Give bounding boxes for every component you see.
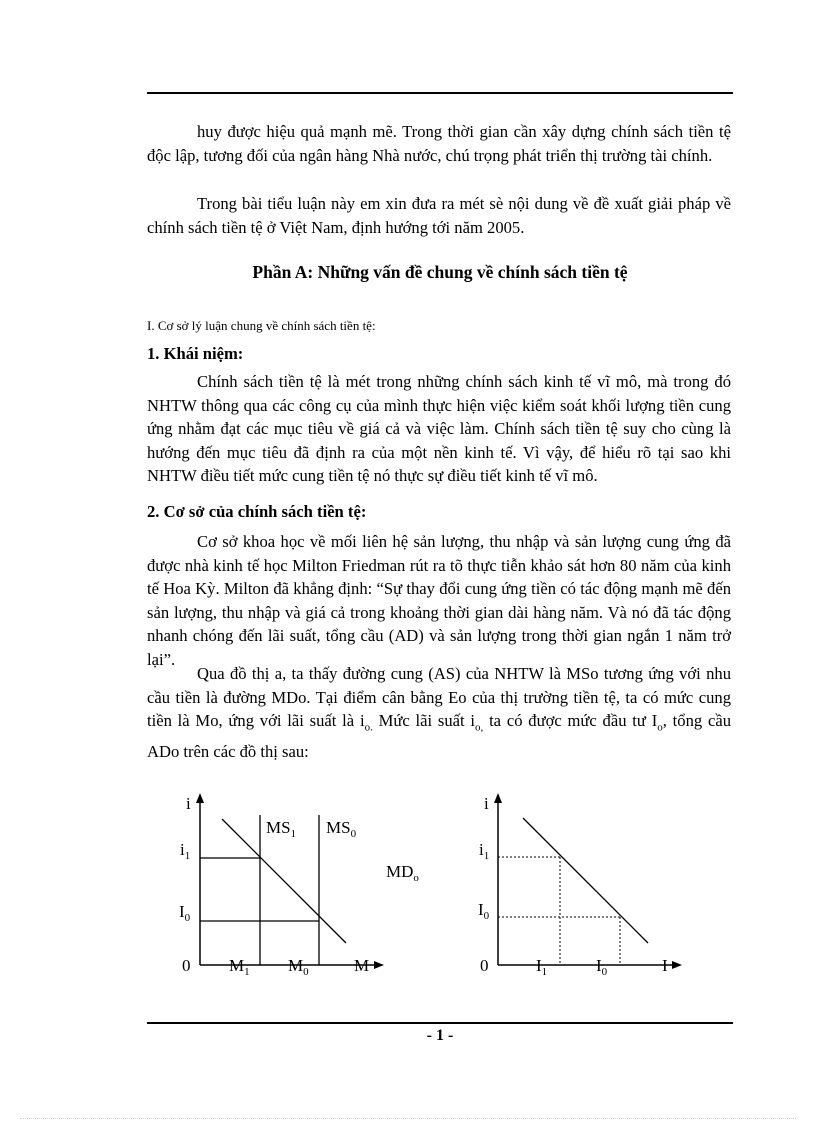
graph-intro-text-b: Mức lãi suất bbox=[372, 711, 471, 731]
I0-text: I bbox=[478, 900, 484, 919]
graph-intro-I: I bbox=[651, 711, 658, 731]
page-edge-dots bbox=[20, 1118, 796, 1119]
m0-text: M bbox=[288, 956, 304, 975]
x-I0-text: I bbox=[596, 956, 602, 975]
i1-label bbox=[180, 840, 190, 862]
m1-sub: 1 bbox=[244, 966, 250, 978]
md-label bbox=[386, 862, 419, 884]
m1-text: M bbox=[229, 956, 245, 975]
md-sub: o bbox=[413, 872, 419, 884]
graph-intro-i: i bbox=[359, 711, 365, 731]
origin-label: 0 bbox=[182, 956, 191, 975]
I0-text: I bbox=[179, 902, 185, 921]
x-I1-sub: 1 bbox=[541, 966, 548, 978]
footer-rule bbox=[147, 1022, 733, 1024]
ms0-sub: 0 bbox=[350, 828, 357, 840]
demand-line bbox=[523, 818, 648, 943]
paragraph-concept: Chính sách tiền tệ là mét trong những chính sách kinh tế vĩ mô, mà trong đó NHTW thông qua các công cụ của mình thực hiện việc kiểm soát khối lượng tiền cung ứng nhằm đạt các mục tiêu về giá cả và việc làm. Chính sách tiền tệ suy cho cùng là hướng đến mục tiêu đã định ra của một nền kinh tế. Vì vậy, để hiểu rõ tại sao khi NHTW điều tiết mức cung tiền tệ nó thực sự điều tiết kinh tế vĩ mô. bbox=[147, 372, 731, 486]
m0-sub: 0 bbox=[303, 966, 309, 978]
section-1-heading: I. Cơ sở lý luận chung về chính sách tiền tệ: bbox=[147, 318, 376, 333]
I0-label bbox=[179, 902, 191, 924]
ms0-text: MS bbox=[326, 818, 351, 837]
ms1-sub: 1 bbox=[290, 828, 297, 840]
x-axis-arrow bbox=[672, 961, 682, 969]
x-I0-sub: 0 bbox=[601, 966, 608, 978]
graph-intro-i-2: i bbox=[470, 711, 476, 731]
i1-text: i bbox=[479, 840, 484, 859]
paragraph-intro-continuation: huy được hiệu quả mạnh mẽ. Trong thời gian cần xây dựng chính sách tiền tệ độc lập, tương đối của ngân hàng Nhà nước, chú trọng phát triển thị trường tài chính. bbox=[147, 122, 731, 165]
graph-intro-text-c: ta có được mức đầu tư bbox=[483, 711, 652, 731]
x-axis-arrow bbox=[374, 961, 384, 969]
I0-sub: 0 bbox=[184, 912, 191, 924]
x-axis-label: M bbox=[354, 956, 370, 975]
y-axis-arrow bbox=[494, 793, 502, 803]
paragraph-graph-intro bbox=[147, 662, 731, 764]
graph-intro-text-d: , tổng cầu ADo trên các đồ thị sau: bbox=[147, 711, 731, 762]
graph-intro-sub-1: o. bbox=[364, 721, 373, 734]
x-axis-label: I bbox=[662, 956, 668, 975]
m1-label bbox=[229, 956, 250, 978]
origin-label: 0 bbox=[480, 956, 489, 975]
money-market-graph bbox=[160, 785, 420, 985]
i1-sub: 1 bbox=[483, 850, 490, 862]
x-I0-label bbox=[596, 956, 608, 978]
basis-heading: 2. Cơ sở của chính sách tiền tệ: bbox=[147, 502, 367, 521]
graph-intro-sub-3: o bbox=[657, 721, 663, 734]
x-I1-label bbox=[536, 956, 547, 978]
y-axis-label: i bbox=[186, 794, 191, 813]
concept-heading: 1. Khái niệm: bbox=[147, 344, 244, 363]
y-axis-label: i bbox=[484, 794, 489, 813]
md-text: MD bbox=[386, 862, 414, 881]
ms1-text: MS bbox=[266, 818, 291, 837]
paragraph-basis: Cơ sở khoa học về mối liên hệ sản lượng, thu nhập và sản lượng cung ứng đã được nhà kinh tế học Milton Friedman rút ra tõ thực tiễn khảo sát hơn 80 năm của kinh tế Hoa Kỳ. Milton đã khẳng định: “Sự thay đổi cung ứng tiền có tác động mạnh mẽ đến sản lượng, thu nhập và giá cả trong khoảng thời gian dài hàng năm. Và nó đã tác động nhanh chóng đến lãi suất, tổng cầu (AD) và sản lượng trong thời gian ngắn 1 năm trở lại”. bbox=[147, 532, 731, 669]
investment-graph bbox=[470, 785, 690, 985]
I0-label bbox=[478, 900, 490, 922]
x-I1-text: I bbox=[536, 956, 542, 975]
header-rule bbox=[147, 92, 733, 94]
y-axis-arrow bbox=[196, 793, 204, 803]
i1-text: i bbox=[180, 840, 185, 859]
paragraph-intro-2: Trong bài tiểu luận này em xin đưa ra mét sè nội dung về đề xuất giải pháp về chính sách tiền tệ ở Việt Nam, định hướng tới năm 2005. bbox=[147, 194, 731, 237]
I0-sub: 0 bbox=[483, 910, 490, 922]
part-a-heading: Phần A: Những vấn đề chung về chính sách tiền tệ bbox=[252, 262, 628, 282]
md-line bbox=[222, 819, 346, 943]
page-number: - 1 - bbox=[426, 1027, 454, 1044]
ms0-label bbox=[326, 818, 357, 840]
m0-label bbox=[288, 956, 309, 978]
ms1-label bbox=[266, 818, 296, 840]
i1-label bbox=[479, 840, 489, 862]
graph-intro-text-a: Qua đồ thị a, ta thấy đường cung (AS) của NHTW là MSo tương ứng với nhu cầu tiền là đường MDo. Tại điểm cân bằng Eo của thị trường tiền tệ, ta có mức cung tiền là Mo, ứng với lãi suất là bbox=[147, 664, 731, 731]
i1-sub: 1 bbox=[184, 850, 191, 862]
graph-intro-sub-2: o, bbox=[475, 721, 484, 734]
